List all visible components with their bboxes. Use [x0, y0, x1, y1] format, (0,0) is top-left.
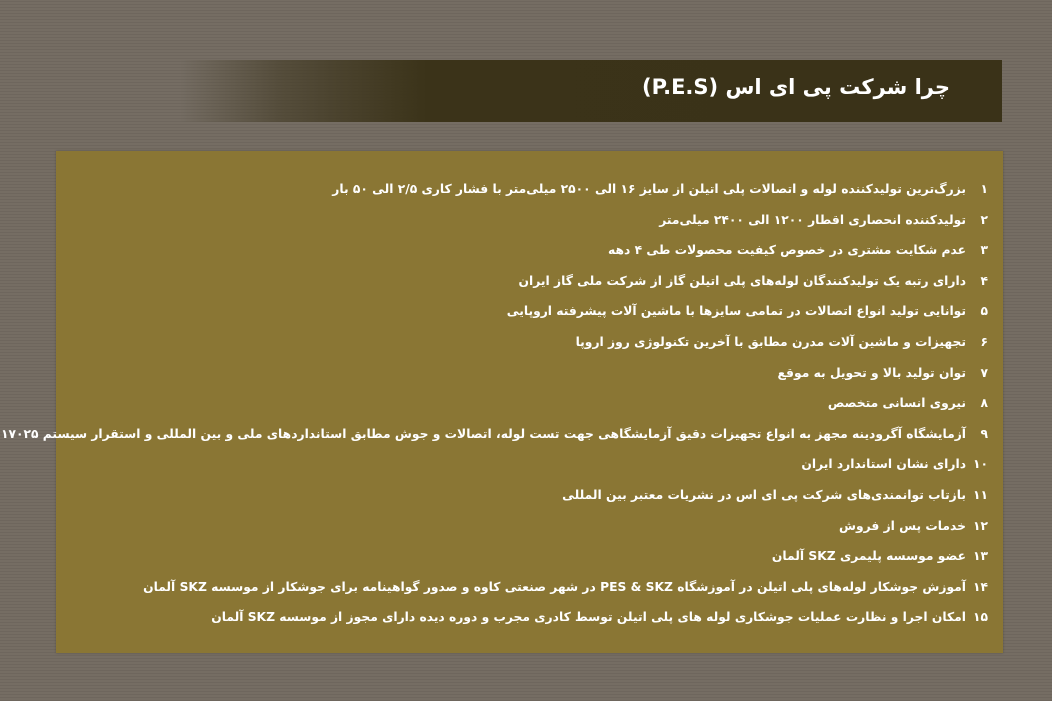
item-number: ۸: [980, 396, 988, 411]
list-item-1: [76, 177, 988, 208]
item-number: ۹: [980, 426, 988, 441]
item-text: دارای نشان استاندارد ایران: [801, 457, 966, 472]
list-item-3: [76, 238, 988, 269]
item-number: ۲: [980, 212, 988, 227]
list-item-15: [76, 605, 988, 636]
list-item-12: [76, 514, 988, 545]
list-item-9: [0, 422, 988, 453]
item-number: ۱۱: [972, 487, 988, 502]
item-number: ۱۳: [972, 549, 988, 564]
item-number: ۳: [980, 243, 988, 258]
title-bar: [180, 60, 1002, 122]
list-item-10: [76, 452, 988, 483]
item-number: ۱۰: [972, 457, 988, 472]
item-text: تجهیزات و ماشین آلات مدرن مطابق با آخرین تکنولوژی روز اروپا: [575, 334, 966, 349]
list-item-7: [76, 361, 988, 392]
list-item-2: [76, 208, 988, 239]
list-item-4: [76, 269, 988, 300]
item-text: خدمات پس از فروش: [838, 518, 966, 533]
list-item-6: [76, 330, 988, 361]
item-number: ۱: [980, 182, 988, 196]
item-number: ۴: [980, 273, 988, 288]
list-item-13: [76, 544, 988, 575]
item-text: تولیدکننده انحصاری اقطار ۱۲۰۰ الی ۲۴۰۰ میلی‌متر: [659, 212, 966, 227]
list-item-11: [76, 483, 988, 514]
item-number: ۵: [980, 304, 988, 319]
item-text: آزمایشگاه آگرودینه مجهز به انواع تجهیزات دقیق آزمایشگاهی جهت تست لوله، اتصالات و جوش مطابق استانداردهای ملی و بین المللی و استقرار سیستم ۱۷۰۲۵: [0, 426, 966, 441]
item-text: بازتاب توانمندی‌های شرکت پی ای اس در نشریات معتبر بین المللی: [562, 487, 966, 502]
item-text: امکان اجرا و نظارت عملیات جوشکاری لوله های پلی اتیلن توسط کادری مجرب و دوره دیده دارای مجوز از موسسه SKZ آلمان: [211, 610, 966, 625]
item-text: بزرگ‌ترین تولیدکننده لوله و اتصالات پلی اتیلن از سایز ۱۶ الی ۲۵۰۰ میلی‌متر با فشار کاری ۲/۵ الی ۵۰ بار: [332, 182, 966, 196]
list-item-8: [76, 391, 988, 422]
item-text: توانایی تولید انواع اتصالات در تمامی سایزها با ماشین آلات پیشرفته اروپایی: [506, 304, 966, 319]
item-number: ۱۴: [972, 579, 988, 594]
content-panel: [0, 151, 1003, 653]
item-text: عضو موسسه پلیمری SKZ آلمان: [771, 549, 966, 564]
item-text: عدم شکایت مشتری در خصوص کیفیت محصولات طی ۴ دهه: [608, 243, 966, 258]
item-text: آموزش جوشکار لوله‌های پلی اتیلن در آموزشگاه PES & SKZ در شهر صنعتی کاوه و صدور گواهینامه برای جوشکار از موسسه SKZ آلمان: [143, 579, 966, 594]
page-title: چرا شرکت پی ای اس (P.E.S): [641, 75, 950, 99]
item-number: ۶: [980, 334, 988, 349]
item-text: نیروی انسانی متخصص: [827, 396, 966, 411]
item-number: ۱۵: [972, 610, 988, 625]
features-list: [0, 177, 988, 636]
item-number: ۷: [980, 365, 988, 380]
item-number: ۱۲: [972, 518, 988, 533]
item-text: توان تولید بالا و تحویل به موقع: [777, 365, 966, 380]
list-item-5: [76, 299, 988, 330]
list-item-14: [76, 575, 988, 606]
item-text: دارای رتبه یک تولیدکنندگان لوله‌های پلی اتیلن گاز از شرکت ملی گاز ایران: [518, 273, 966, 288]
